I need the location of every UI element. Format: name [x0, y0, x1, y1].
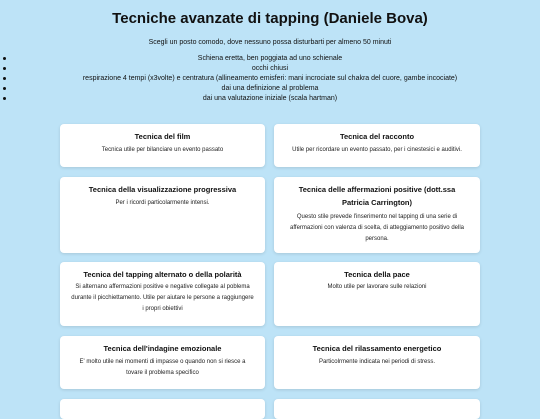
card-text: Questo stile prevede l'inserimento nel tapping di una serie di affermazioni con valenza di scelta, di atteggiamento positivo della persona. [290, 214, 464, 242]
card-text: Tecnica utile per bilanciare un evento passato [101, 147, 224, 153]
bullet-icon [3, 97, 6, 100]
card-title: Tecnica del film [134, 132, 191, 141]
bullet-icon [3, 77, 6, 80]
card-title: Tecnica del rilassamento energetico [312, 344, 442, 353]
card-partial-right[interactable] [274, 399, 480, 419]
card-rilassamento[interactable] [274, 336, 480, 389]
page-title: Tecniche avanzate di tapping (Daniele Bova) [112, 10, 428, 27]
card-film[interactable] [60, 124, 265, 167]
list-item: Schiena eretta, ben poggiata ad uno schienale [0, 54, 540, 64]
list-item: dai una valutazione iniziale (scala hartman) [0, 94, 540, 104]
card-title: Tecnica della pace [344, 270, 410, 279]
card-title: Tecnica delle affermazioni positive (dott.ssa Patricia Carrington) [298, 185, 456, 207]
card-title: Tecnica del tapping alternato o della polarità [83, 270, 242, 279]
card-text: Utile per ricordare un evento passato, per i cinestesici e auditivi. [292, 147, 462, 153]
card-title: Tecnica della visualizzazione progressiva [88, 185, 237, 194]
page-subtitle: Scegli un posto comodo, dove nessuno possa disturbarti per almeno 50 minuti [148, 39, 392, 46]
card-text: Per i ricordi particolarmente intensi. [115, 200, 210, 206]
card-text: Molto utile per lavorare sulle relazioni [327, 284, 427, 290]
card-polarita[interactable] [60, 262, 265, 326]
card-pace[interactable] [274, 262, 480, 326]
list-item: dai una definizione al problema [0, 84, 540, 94]
bullet-icon [3, 87, 6, 90]
list-item: occhi chiusi [0, 64, 540, 74]
card-title: Tecnica del racconto [339, 132, 415, 141]
card-title: Tecnica dell'indagine emozionale [103, 344, 222, 353]
card-racconto[interactable] [274, 124, 480, 167]
card-text: Particolrmente indicata nei periodi di stress. [318, 359, 436, 365]
list-item: respirazione 4 tempi (x3volte) e centratura (allineamento emisferi: mani incrociate sul chakra del cuore, gambe incociate) [0, 74, 540, 84]
instructions-list [0, 54, 540, 104]
card-affermazioni[interactable] [274, 177, 480, 253]
card-indagine[interactable] [60, 336, 265, 389]
bullet-icon [3, 57, 6, 60]
card-partial-left[interactable] [60, 399, 265, 419]
bullet-icon [3, 67, 6, 70]
card-visualizzazione[interactable] [60, 177, 265, 253]
card-text: Si alternano affermazioni positive e negative collegate al poblema durante il picchiettamento. Utile per aiutare le persone a raggiungere i propri obiettivi [71, 284, 254, 312]
card-text: E' molto utile nei momenti di impasse o quando non si riesce a tovare il problema specifico [79, 359, 246, 376]
